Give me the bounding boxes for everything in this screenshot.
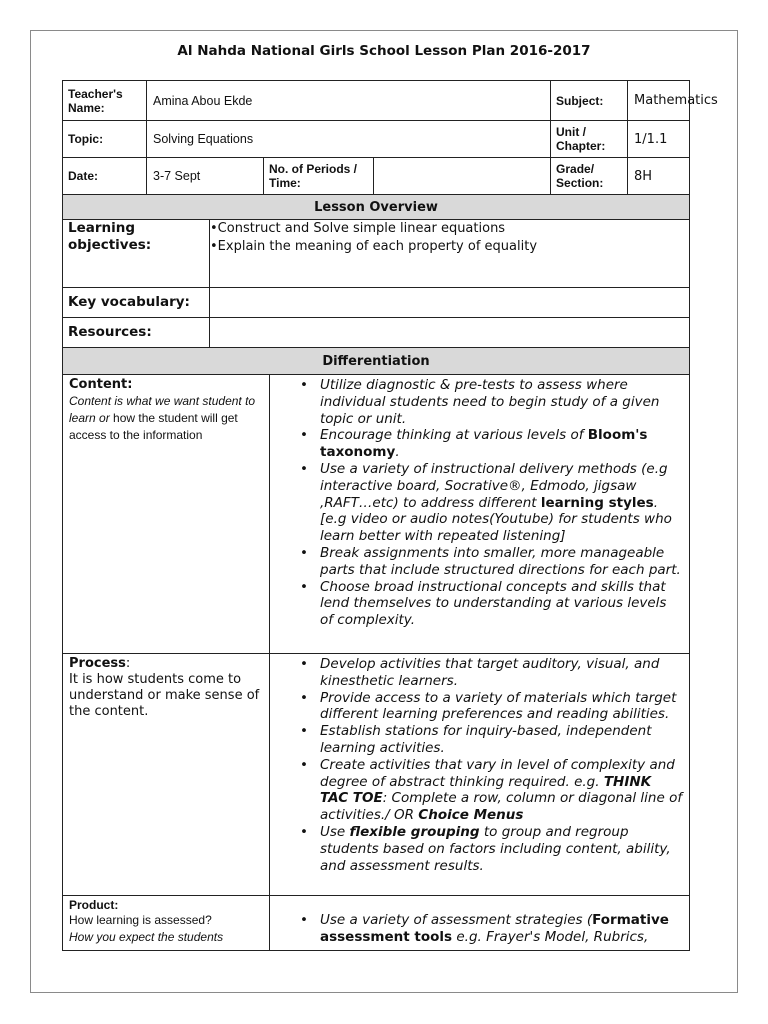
learning-objectives-list: [210, 220, 690, 288]
key-vocabulary-value: [210, 288, 690, 318]
process-description: It is how students come to understand or make sense of the content.: [69, 672, 260, 719]
document-title: Al Nahda National Girls School Lesson Plan 2016-2017: [177, 43, 591, 59]
grade-section-value: 8H: [628, 158, 690, 195]
product-label: Product:: [69, 898, 119, 912]
differentiation-heading: Differentiation: [63, 348, 690, 375]
process-strategies: [270, 654, 690, 896]
content-label-cell: [63, 375, 270, 654]
process-label-cell: [63, 654, 270, 896]
lesson-overview-heading: Lesson Overview: [63, 195, 690, 220]
resources-label: Resources:: [63, 318, 210, 348]
date-label: Date:: [63, 158, 147, 195]
periods-time-value: [374, 158, 551, 195]
list-item: • Use a variety of assessment strategies (Formative assessment tools e.g. Frayer's Model, Rubrics,: [320, 912, 683, 946]
product-label-cell: [63, 896, 270, 951]
date-value: 3-7 Sept: [147, 158, 264, 195]
unit-chapter-value: 1/1.1: [628, 121, 690, 158]
list-item: • Provide access to a variety of materials which target different learning preferences and reading abilities.: [320, 690, 683, 724]
grade-section-label: Grade/ Section:: [551, 158, 628, 195]
list-item: • Develop activities that target auditory, visual, and kinesthetic learners.: [320, 656, 683, 690]
list-item: • Break assignments into smaller, more manageable parts that include structured directions for each part.: [320, 545, 683, 579]
content-label: Content:: [69, 377, 133, 392]
subject-value: Mathematics: [628, 81, 690, 121]
subject-label: Subject:: [551, 81, 628, 121]
product-strategies: [270, 896, 690, 951]
teacher-name-label: Teacher's Name:: [63, 81, 147, 121]
list-item: • Use flexible grouping to group and regroup students based on factors including content, ability, and assessment results.: [320, 824, 683, 874]
resources-value: [210, 318, 690, 348]
list-item: • Establish stations for inquiry-based, independent learning activities.: [320, 723, 683, 757]
content-strategies: [270, 375, 690, 654]
product-description: How learning is assessed? How you expect the students: [69, 913, 224, 944]
content-description: Content is what we want student to learn or how the student will get access to the information: [69, 394, 256, 442]
list-item: • Use a variety of instructional delivery methods (e.g interactive board, Socrative®, Edmodo, jigsaw ,RAFT…etc) to address different learning styles. [e.g video or audio notes(Youtube) for students who learn better with repeated listening]: [320, 461, 683, 545]
list-item: • Create activities that vary in level of complexity and degree of abstract thinking required. e.g. THINK TAC TOE: Complete a row, column or diagonal line of activities./ OR Choice Menus: [320, 757, 683, 824]
key-vocabulary-label: Key vocabulary:: [63, 288, 210, 318]
header-table: [62, 80, 718, 195]
lesson-overview-table: [62, 194, 690, 348]
differentiation-table: [62, 347, 690, 951]
list-item: • Utilize diagnostic & pre-tests to assess where individual students need to begin study of a given topic or unit.: [320, 377, 683, 427]
learning-objectives-label: Learning objectives:: [63, 220, 210, 288]
periods-time-label: No. of Periods / Time:: [264, 158, 374, 195]
process-label: Process:: [69, 656, 131, 671]
teacher-name-value: Amina Abou Ekde: [147, 81, 551, 121]
topic-value: Solving Equations: [147, 121, 551, 158]
list-item: • Encourage thinking at various levels of Bloom's taxonomy.: [320, 427, 683, 461]
unit-chapter-label: Unit / Chapter:: [551, 121, 628, 158]
objective-item: •Construct and Solve simple linear equations: [210, 221, 506, 236]
topic-label: Topic:: [63, 121, 147, 158]
objective-item: •Explain the meaning of each property of equality: [210, 239, 538, 254]
list-item: • Choose broad instructional concepts and skills that lend themselves to understanding at various levels of complexity.: [320, 579, 683, 629]
